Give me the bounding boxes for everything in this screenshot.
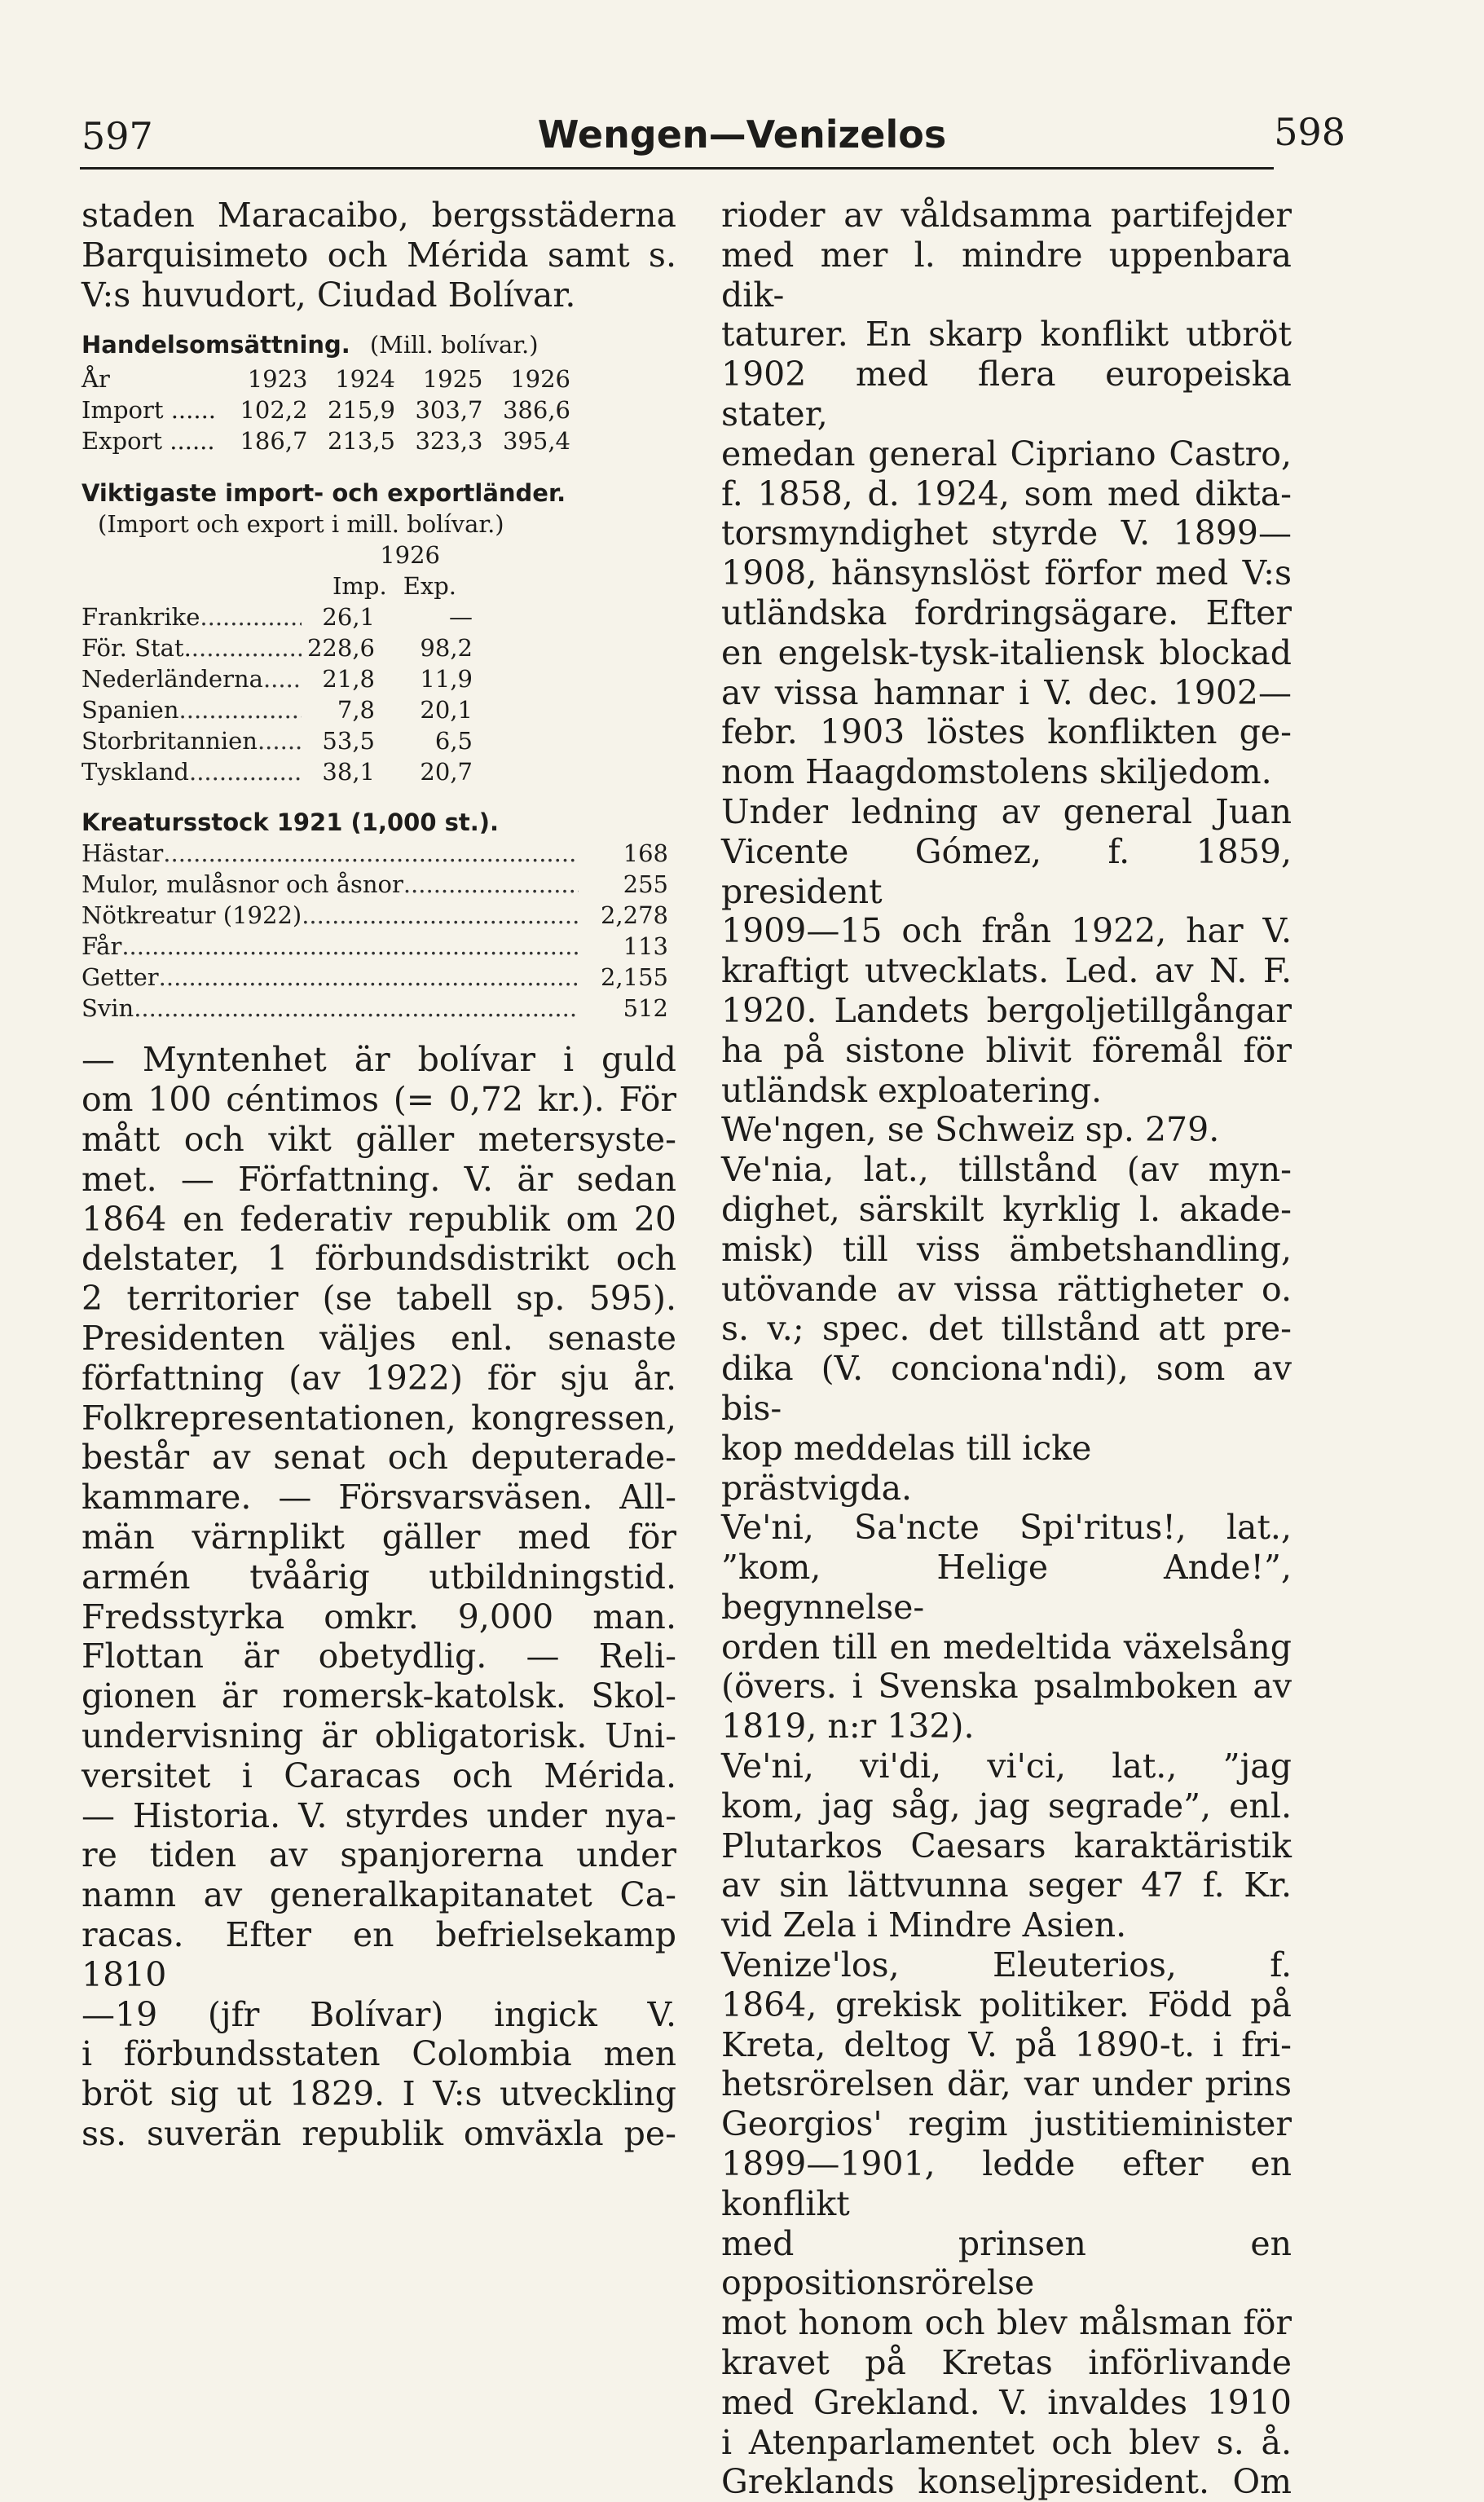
text-line: V:s huvudort, Ciudad Bolívar.: [81, 275, 576, 315]
table-row: [81, 394, 570, 425]
cell-value: 213,5: [327, 427, 395, 456]
livestock-value: 113: [623, 932, 668, 961]
text-line: i Atenparlamentet och blev s. å.: [721, 2422, 1292, 2462]
year-header: 1924: [335, 365, 395, 394]
text-line: met. — Författning. V. är sedan: [81, 1159, 676, 1199]
text-line: undervisning är obligatorisk. Uni-: [81, 1716, 676, 1755]
text-line: —19 (jfr Bolívar) ingick V.: [81, 1994, 676, 2034]
text-line: kom, jag såg, jag segrade”, enl.: [721, 1786, 1292, 1826]
text-line: nom Haagdomstolens skiljedom.: [721, 752, 1272, 792]
cell-value: 215,9: [327, 396, 395, 425]
imp-value: 26,1: [322, 603, 375, 632]
livestock-value: 2,278: [600, 901, 668, 930]
text-line: versitet i Caracas och Mérida.: [81, 1755, 676, 1795]
text-line: staden Maracaibo, bergsstäderna: [81, 196, 676, 235]
text-line: misk) till viss ämbetshandling,: [721, 1229, 1292, 1269]
text-line: av sin lättvunna seger 47 f. Kr.: [721, 1865, 1292, 1905]
text-line: ”kom, Helige Ande!”, begynnelse-: [721, 1548, 1292, 1627]
table-row: [81, 900, 668, 931]
text-line: kraftigt utvecklats. Led. av N. F.: [721, 951, 1292, 991]
text-line: kravet på Kretas införlivande: [721, 2343, 1292, 2383]
text-line: — Myntenhet är bolívar i guld: [81, 1040, 676, 1080]
imp-value: 228,6: [306, 634, 375, 663]
leader-dots: [258, 725, 302, 756]
row-label: Svin: [81, 994, 134, 1023]
text-line: vid Zela i Mindre Asien.: [721, 1905, 1127, 1945]
trade-heading: Handelsomsättning.: [81, 331, 350, 359]
trade-table: [81, 329, 676, 456]
livestock-value: 2,155: [600, 963, 668, 992]
row-label: Mulor, mulåsnor och åsnor: [81, 870, 403, 899]
cell-value: 323,3: [415, 427, 483, 456]
row-label: Spanien: [81, 696, 179, 725]
text-line: 2 territorier (se tabell sp. 595).: [81, 1279, 676, 1319]
table-row: [81, 962, 668, 993]
text-line: Greklands konseljpresident. Om: [721, 2462, 1292, 2502]
exp-value: 20,7: [420, 758, 473, 786]
page-number-left: 597: [81, 114, 153, 158]
text-line: dika (V. concionа'ndi), som av bis-: [721, 1349, 1292, 1428]
leader-dots: [200, 601, 302, 632]
trade-values: [81, 363, 570, 456]
text-line: racas. Efter en befrielsekamp 1810: [81, 1914, 676, 1994]
imp-value: 7,8: [337, 696, 375, 725]
text-line: författning (av 1922) för sju år.: [81, 1358, 676, 1398]
livestock-value: 512: [623, 994, 668, 1023]
text-line: Plutarkos Caesars karaktäristik: [721, 1826, 1292, 1865]
text-line: av vissa hamnar i V. dec. 1902—: [721, 672, 1292, 712]
text-line: mot honom och blev målsman för: [721, 2303, 1292, 2343]
text-line: torsmyndighet styrde V. 1899—: [721, 513, 1292, 553]
text-line: Venize'los, Eleuterios, f.: [721, 1945, 1292, 1985]
row-label: Storbritannien: [81, 727, 258, 755]
text-line: hetsrörelsen där, var under prins: [721, 2064, 1292, 2104]
cell-value: 186,7: [240, 427, 308, 456]
text-line: s. v.; spec. det tillstånd att pre-: [721, 1309, 1292, 1349]
col-imp-header: Imp.: [332, 572, 387, 601]
text-line: Folkrepresentationen, kongressen,: [81, 1398, 676, 1438]
table-row: [81, 993, 668, 1024]
text-line: med prinsen en oppositionsrörelse: [721, 2223, 1292, 2303]
imp-value: 53,5: [322, 727, 375, 755]
text-line: Ve'nia, lat., tillstånd (av myn-: [721, 1150, 1292, 1190]
text-line: f. 1858, d. 1924, som med dikta-: [721, 474, 1292, 513]
text-line: med Grekland. V. invaldes 1910: [721, 2382, 1292, 2422]
text-line: gionen är romersk-katolsk. Skol-: [81, 1676, 676, 1716]
text-line: med mer l. mindre uppenbara dik-: [721, 235, 1292, 315]
table-row: [81, 931, 668, 962]
countries-table: [81, 478, 676, 787]
row-label: Nötkreatur (1922): [81, 901, 302, 930]
leader-dots: [163, 838, 579, 869]
text-line: utövande av vissa rättigheter o.: [721, 1269, 1292, 1309]
table-row: [81, 838, 668, 869]
livestock-value: 168: [623, 839, 668, 868]
text-line: utländsk exploatering.: [721, 1070, 1103, 1110]
text-line: (övers. i Svenska psalmboken av: [721, 1667, 1292, 1707]
text-line: Kreta, deltog V. på 1890-t. i fri-: [721, 2024, 1292, 2064]
countries-subheading: (Import och export i mill. bolívar.): [98, 510, 504, 539]
leader-dots: [179, 694, 302, 725]
text-line: mått och vikt gäller metersyste-: [81, 1119, 676, 1159]
text-line: ha på sistone blivit föremål för: [721, 1030, 1292, 1070]
text-line: bröt sig ut 1829. I V:s utveckling: [81, 2074, 676, 2114]
leader-dots: [192, 632, 302, 663]
row-label: Nederländerna: [81, 665, 263, 694]
page-number-right: 598: [1274, 110, 1345, 154]
row-label: Tyskland: [81, 758, 189, 786]
text-line: ss. suverän republik omväxla pe-: [81, 2113, 676, 2153]
text-line: 1902 med flera europeiska stater,: [721, 355, 1292, 434]
text-line: 1864, grekisk politiker. Född på: [721, 1984, 1292, 2024]
year-label: År: [81, 365, 110, 394]
year-header: 1925: [422, 365, 483, 394]
livestock-value: 255: [623, 870, 668, 899]
table-row: [81, 632, 676, 663]
text-line: — Historia. V. styrdes under nya-: [81, 1795, 676, 1835]
countries-heading: Viktigaste import- och exportländer.: [81, 479, 566, 508]
cell-value: 386,6: [502, 396, 570, 425]
text-line: män värnplikt gäller med för: [81, 1517, 676, 1557]
exp-value: 11,9: [420, 665, 473, 694]
table-row: [81, 663, 676, 694]
running-head: Wengen—Venizelos: [537, 112, 947, 156]
table-row: [81, 601, 676, 632]
livestock-table: [81, 807, 676, 1024]
text-line: Flottan är obetydlig. — Reli-: [81, 1636, 676, 1676]
text-line: Under ledning av general Juan: [721, 791, 1292, 831]
text-line: taturer. En skarp konflikt utbröt: [721, 315, 1292, 355]
text-line: Presidenten väljes enl. senaste: [81, 1318, 676, 1358]
left-column: [81, 196, 676, 2154]
text-line: 1920. Landets bergoljetillgångar: [721, 990, 1292, 1030]
col-exp-header: Exp.: [403, 572, 456, 601]
text-line: utländska fordringsägare. Efter: [721, 592, 1292, 632]
leader-dots: [403, 869, 579, 900]
text-line: en engelsk-tysk-italiensk blockad: [721, 632, 1292, 672]
right-column: [721, 196, 1292, 2502]
text-line: 1909—15 och från 1922, har V.: [721, 911, 1292, 951]
text-line: om 100 céntimos (= 0,72 kr.). För: [81, 1080, 676, 1120]
table-row: [81, 425, 570, 456]
text-line: Ve'ni, Sa'ncte Spi'ritus!, lat.,: [721, 1508, 1292, 1548]
row-label: För. Stat.: [81, 634, 192, 663]
exp-value: 20,1: [420, 696, 473, 725]
table-row: [81, 756, 676, 787]
text-line: We'ngen, se Schweiz sp. 279.: [721, 1110, 1220, 1150]
text-line: kammare. — Försvarsväsen. All-: [81, 1478, 676, 1517]
text-line: re tiden av spanjorerna under: [81, 1835, 676, 1875]
text-line: 1908, hänsynslöst förfor med V:s: [721, 553, 1292, 593]
leader-dots: [134, 993, 579, 1024]
row-label: Export ......: [81, 427, 215, 456]
text-line: består av senat och deputerade-: [81, 1438, 676, 1478]
text-line: Fredsstyrka omkr. 9,000 man.: [81, 1597, 676, 1636]
table-row: [81, 869, 668, 900]
row-label: Hästar: [81, 839, 164, 868]
exp-value: 6,5: [434, 727, 473, 755]
leader-dots: [159, 962, 579, 993]
text-line: emedan general Cipriano Castro,: [721, 434, 1292, 474]
row-label: Frankrike: [81, 603, 200, 632]
cell-value: 102,2: [240, 396, 308, 425]
text-line: rioder av våldsamma partifejder: [721, 196, 1292, 235]
text-line: armén tvåårig utbildningstid.: [81, 1557, 676, 1597]
imp-value: 38,1: [322, 758, 375, 786]
text-line: 1819, n:r 132).: [721, 1707, 975, 1747]
text-line: febr. 1903 löstes konflikten ge-: [721, 712, 1292, 752]
text-line: dighet, särskilt kyrklig l. akade-: [721, 1189, 1292, 1229]
imp-value: 21,8: [322, 665, 375, 694]
row-label: Getter: [81, 963, 159, 992]
intro-paragraph: [81, 196, 676, 315]
text-line: 1899—1901, ledde efter en konflikt: [721, 2144, 1292, 2223]
left-body-text: [81, 1040, 676, 2153]
leader-dots: [189, 756, 302, 787]
text-line: Vicente Gómez, f. 1859, president: [721, 831, 1292, 911]
leader-dots: [263, 663, 302, 694]
trade-unit: (Mill. bolívar.): [369, 331, 539, 359]
text-line: 1864 en federativ republik om 20: [81, 1199, 676, 1239]
livestock-heading: Kreatursstock 1921 (1,000 st.).: [81, 808, 500, 837]
exp-value: —: [449, 603, 473, 632]
text-line: namn av generalkapitanatet Ca-: [81, 1875, 676, 1915]
countries-year: 1926: [380, 541, 440, 570]
cell-value: 303,7: [415, 396, 483, 425]
leader-dots: [302, 900, 579, 931]
table-row: [81, 725, 676, 756]
text-line: Georgios' regim justitieminister: [721, 2104, 1292, 2144]
year-header: 1923: [247, 365, 308, 394]
text-line: orden till en medeltida växelsång: [721, 1627, 1292, 1667]
exp-value: 98,2: [420, 634, 473, 663]
text-line: Barquisimeto och Mérida samt s.: [81, 235, 676, 275]
row-label: Får: [81, 932, 122, 961]
leader-dots: [121, 931, 579, 962]
row-label: Import ......: [81, 396, 217, 425]
header-rule: [80, 167, 1274, 170]
text-line: delstater, 1 förbundsdistrikt och: [81, 1239, 676, 1279]
text-line: i förbundsstaten Colombia men: [81, 2034, 676, 2074]
year-header: 1926: [510, 365, 570, 394]
table-row: [81, 694, 676, 725]
text-line: Ve'ni, vi'di, vi'ci, lat., ”jag: [721, 1747, 1292, 1786]
text-line: kop meddelas till icke prästvigda.: [721, 1428, 1092, 1508]
cell-value: 395,4: [502, 427, 570, 456]
